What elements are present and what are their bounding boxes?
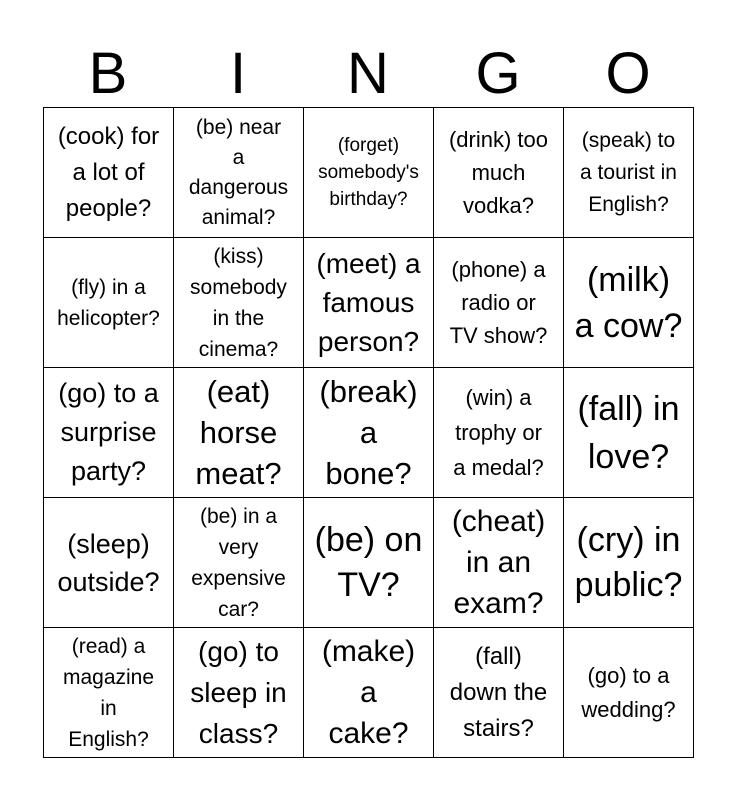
bingo-cell — [434, 238, 564, 368]
cell-text: (kiss) somebody in the cinema? — [190, 244, 287, 361]
bingo-cell — [304, 498, 434, 628]
cell-text: (go) to a surprise party? — [58, 378, 159, 486]
cell-text: (drink) too much vodka? — [448, 127, 549, 218]
bingo-cell — [304, 368, 434, 498]
bingo-cell — [44, 238, 174, 368]
cell-text: (be) near a dangerous animal? — [188, 115, 289, 229]
cell-text: (eat) horse meat? — [195, 374, 282, 491]
bingo-cell — [174, 238, 304, 368]
bingo-cell — [304, 238, 434, 368]
bingo-cell — [434, 498, 564, 628]
bingo-cell — [564, 628, 694, 758]
cell-text: (cook) for a lot of people? — [57, 122, 160, 222]
cell-text: (meet) a famous person? — [316, 248, 421, 357]
header-letter-i: I — [229, 41, 247, 106]
cell-text: (milk) a cow? — [574, 260, 683, 345]
bingo-cell — [564, 368, 694, 498]
bingo-grid — [43, 107, 694, 758]
bingo-cell — [44, 108, 174, 238]
cell-text: (cheat) in an exam? — [451, 505, 546, 620]
cell-text: (make) a cake? — [321, 635, 416, 750]
bingo-header — [43, 40, 693, 108]
cell-text: (go) to a wedding? — [581, 662, 676, 722]
bingo-cell — [174, 368, 304, 498]
bingo-cell — [174, 628, 304, 758]
cell-text: (fall) in love? — [577, 389, 680, 476]
bingo-cell — [434, 108, 564, 238]
cell-text: (speak) to a tourist in English? — [580, 128, 677, 216]
cell-text: (break) a bone? — [319, 374, 418, 491]
bingo-cell — [174, 108, 304, 238]
cell-text: (cry) in public? — [574, 520, 683, 604]
bingo-cell — [564, 108, 694, 238]
bingo-cell — [44, 628, 174, 758]
bingo-cell — [44, 368, 174, 498]
cell-text: (read) a magazine in English? — [62, 634, 155, 751]
bingo-cell — [304, 108, 434, 238]
cell-text: (phone) a radio or TV show? — [449, 257, 548, 348]
cell-text: (win) a trophy or a medal? — [453, 385, 544, 480]
header-letter-b: B — [88, 41, 128, 106]
bingo-cell — [564, 498, 694, 628]
cell-text: (be) in a very expensive car? — [191, 504, 286, 621]
bingo-cell — [44, 498, 174, 628]
cell-text: (fly) in a helicopter? — [57, 275, 160, 330]
cell-text: (forget) somebody's birthday? — [318, 135, 419, 210]
bingo-cell — [434, 368, 564, 498]
cell-text: (go) to sleep in class? — [190, 636, 287, 749]
cell-text: (fall) down the stairs? — [449, 642, 548, 742]
cell-text: (be) on TV? — [314, 520, 423, 604]
header-letter-o: O — [605, 41, 651, 106]
header-letter-g: G — [475, 41, 521, 106]
bingo-cell — [564, 238, 694, 368]
header-letter-n: N — [347, 41, 389, 106]
bingo-cell — [174, 498, 304, 628]
cell-text: (sleep) outside? — [57, 528, 160, 597]
bingo-cell — [434, 628, 564, 758]
bingo-cell — [304, 628, 434, 758]
